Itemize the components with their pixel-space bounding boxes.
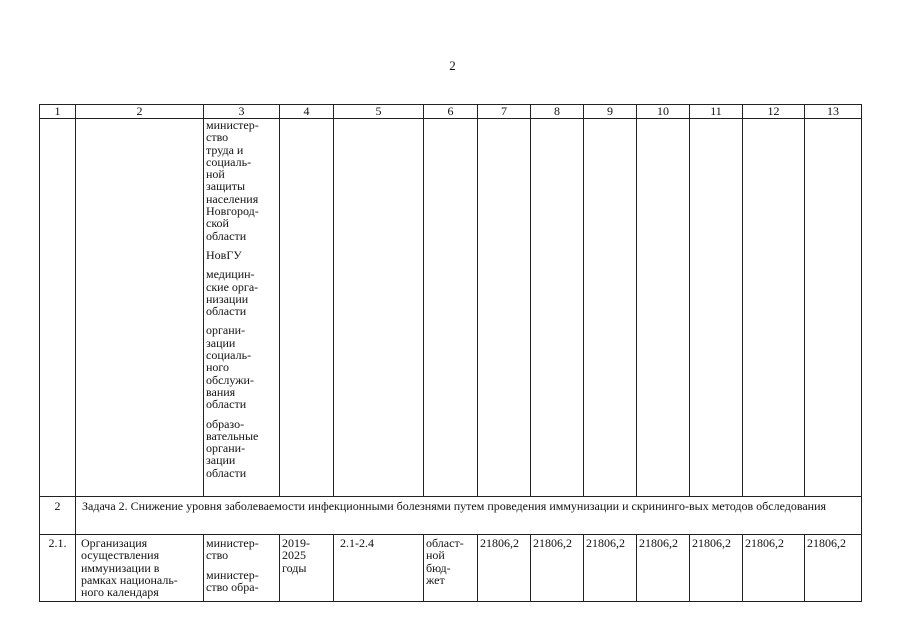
column-number: 2 xyxy=(76,105,204,119)
activity-cell: Организация осуществления иммунизации в рамках националь- ного календаря xyxy=(76,535,204,602)
executors-cell: министер- ство министер- ство обра- xyxy=(204,535,280,602)
period-cell: 2019- 2025 годы xyxy=(280,535,334,602)
executor-item: медицин- ские орга- низации области xyxy=(206,267,259,319)
column-number: 8 xyxy=(531,105,584,119)
value-cell: 21806,2 xyxy=(584,535,637,602)
row-number: 2.1. xyxy=(40,535,76,602)
column-number: 13 xyxy=(805,105,862,119)
executor-item: министер- ство труда и социаль- ной защиты населения Новгород- ской области xyxy=(206,118,259,243)
value-cell: 21806,2 xyxy=(478,535,531,602)
value-cell: 21806,2 xyxy=(743,535,805,602)
task-text: Задача 2. Снижение уровня заболеваемости инфекционными болезнями путем проведения иммунизации и скрининго-вых методов обследования xyxy=(76,497,862,535)
value-cell: 21806,2 xyxy=(637,535,690,602)
column-number: 1 xyxy=(40,105,76,119)
column-number: 10 xyxy=(637,105,690,119)
executor-item: НовГУ xyxy=(206,247,242,262)
table-row xyxy=(40,535,862,602)
task-row xyxy=(40,497,862,535)
program-table xyxy=(39,104,862,602)
column-number: 9 xyxy=(584,105,637,119)
executors-continuation-row xyxy=(40,119,862,497)
column-number: 3 xyxy=(204,105,280,119)
column-number: 7 xyxy=(478,105,531,119)
page-number: 2 xyxy=(449,58,456,73)
column-number: 12 xyxy=(743,105,805,119)
value-cell: 21806,2 xyxy=(531,535,584,602)
value-cell: 21806,2 xyxy=(690,535,743,602)
executors-cell xyxy=(204,119,280,497)
column-number: 11 xyxy=(690,105,743,119)
executor-item: образо- вательные органи- зации области xyxy=(206,416,259,480)
value-cell: 21806,2 xyxy=(805,535,862,602)
column-number-row xyxy=(40,105,862,119)
indicators-cell: 2.1-2.4 xyxy=(334,535,424,602)
column-number: 4 xyxy=(280,105,334,119)
executor-item: органи- зации социаль- ного обслужи- вания области xyxy=(206,323,254,412)
task-number: 2 xyxy=(40,497,76,535)
column-number: 5 xyxy=(334,105,424,119)
column-number: 6 xyxy=(424,105,478,119)
source-cell: област- ной бюд- жет xyxy=(424,535,478,602)
